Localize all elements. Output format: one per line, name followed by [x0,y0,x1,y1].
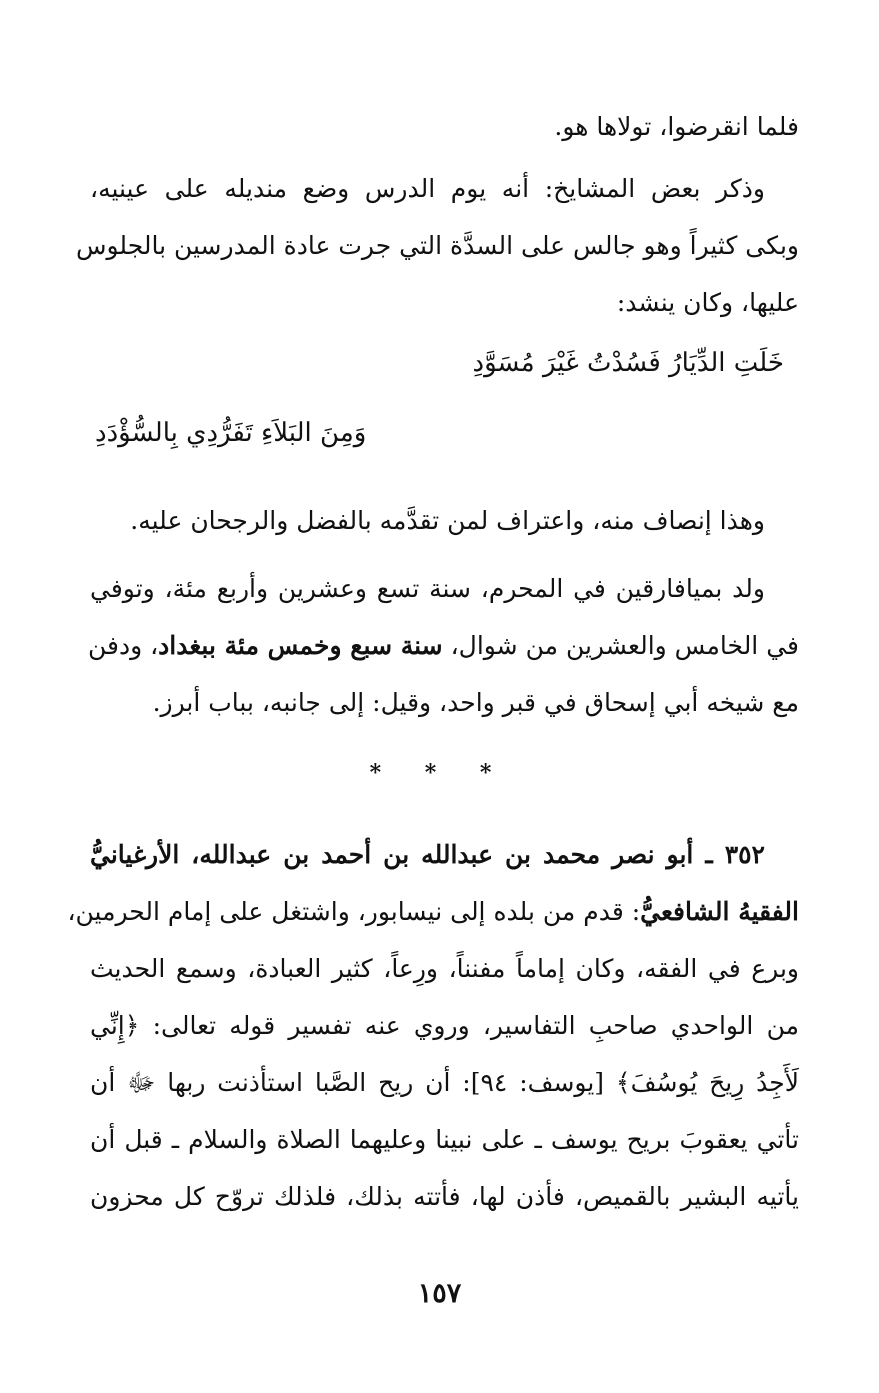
entry-352 [67,826,799,1225]
text-segment: : قدم من بلده إلى نيسابور، واشتغل على إمام الحرمين، [67,897,641,926]
text-line: يأتيه البشير بالقميص، فأذن لها، فأتته بذلك، فلذلك تروّح كل محزون [90,1182,799,1211]
text-line: من الواحدي صاحبِ التفاسير، وروي عنه تفسير قوله تعالى: ﴿إِنِّي [90,1011,799,1040]
paragraph-4 [87,560,799,731]
death-date: سنة سبع وخمس مئة ببغداد [158,631,443,660]
paragraph-1 [90,98,799,155]
text-line: تأتي يعقوبَ بريح يوسف ـ على نبينا وعليهما الصلاة والسلام ـ قبل أن [90,1125,799,1154]
text-segment: في الخامس والعشرين من شوال، [442,631,799,660]
text-line: وبكى كثيراً وهو جالس على السدَّة التي جرت عادة المدرسين بالجلوس [76,231,799,260]
entry-title: الفقيهُ الشافعيُّ [640,897,799,926]
text-line [87,617,799,674]
paragraph-3 [90,492,799,549]
text-line: ولد بميافارقين في المحرم، سنة تسع وعشرين وأربع مئة، وتوفي [90,574,765,603]
text-line: مع شيخه أبي إسحاق في قبر واحد، وقيل: إلى جانبه، بباب أبرز. [152,688,799,717]
page-number: ١٥٧ [417,1278,462,1309]
text-line: فلما انقرضوا، تولاها هو. [554,112,799,141]
paragraph-2 [76,160,799,331]
section-separator: * * * [369,760,510,786]
verse-first-hemistich: خَلَتِ الدِّيَارُ فَسُدْتُ غَيْرَ مُسَوَّدِ [472,348,784,378]
text-line: عليها، وكان ينشد: [616,288,799,317]
text-line: وبرع في الفقه، وكان إماماً مفنناً، ورِعاً، كثير العبادة، وسمع الحديث [90,954,799,983]
text-line: وذكر بعض المشايخ: أنه يوم الدرس وضع منديله على عينيه، [90,174,765,203]
verse-second-hemistich: وَمِنَ البَلاَءِ تَفَرُّدِي بِالسُّؤْدَدِ [95,418,367,448]
text-segment: ، ودفن [87,631,159,660]
text-line: لَأَجِدُ رِيحَ يُوسُفَ﴾ [يوسف: ٩٤]: أن ريح الصَّبا استأذنت ربها ﷻ أن [90,1068,799,1097]
text-line [67,883,799,940]
text-line: وهذا إنصاف منه، واعتراف لمن تقدَّمه بالفضل والرجحان عليه. [130,506,765,535]
entry-heading: ٣٥٢ ـ أبو نصر محمد بن عبدالله بن أحمد بن عبدالله، الأرغيانيُّ [90,840,765,869]
